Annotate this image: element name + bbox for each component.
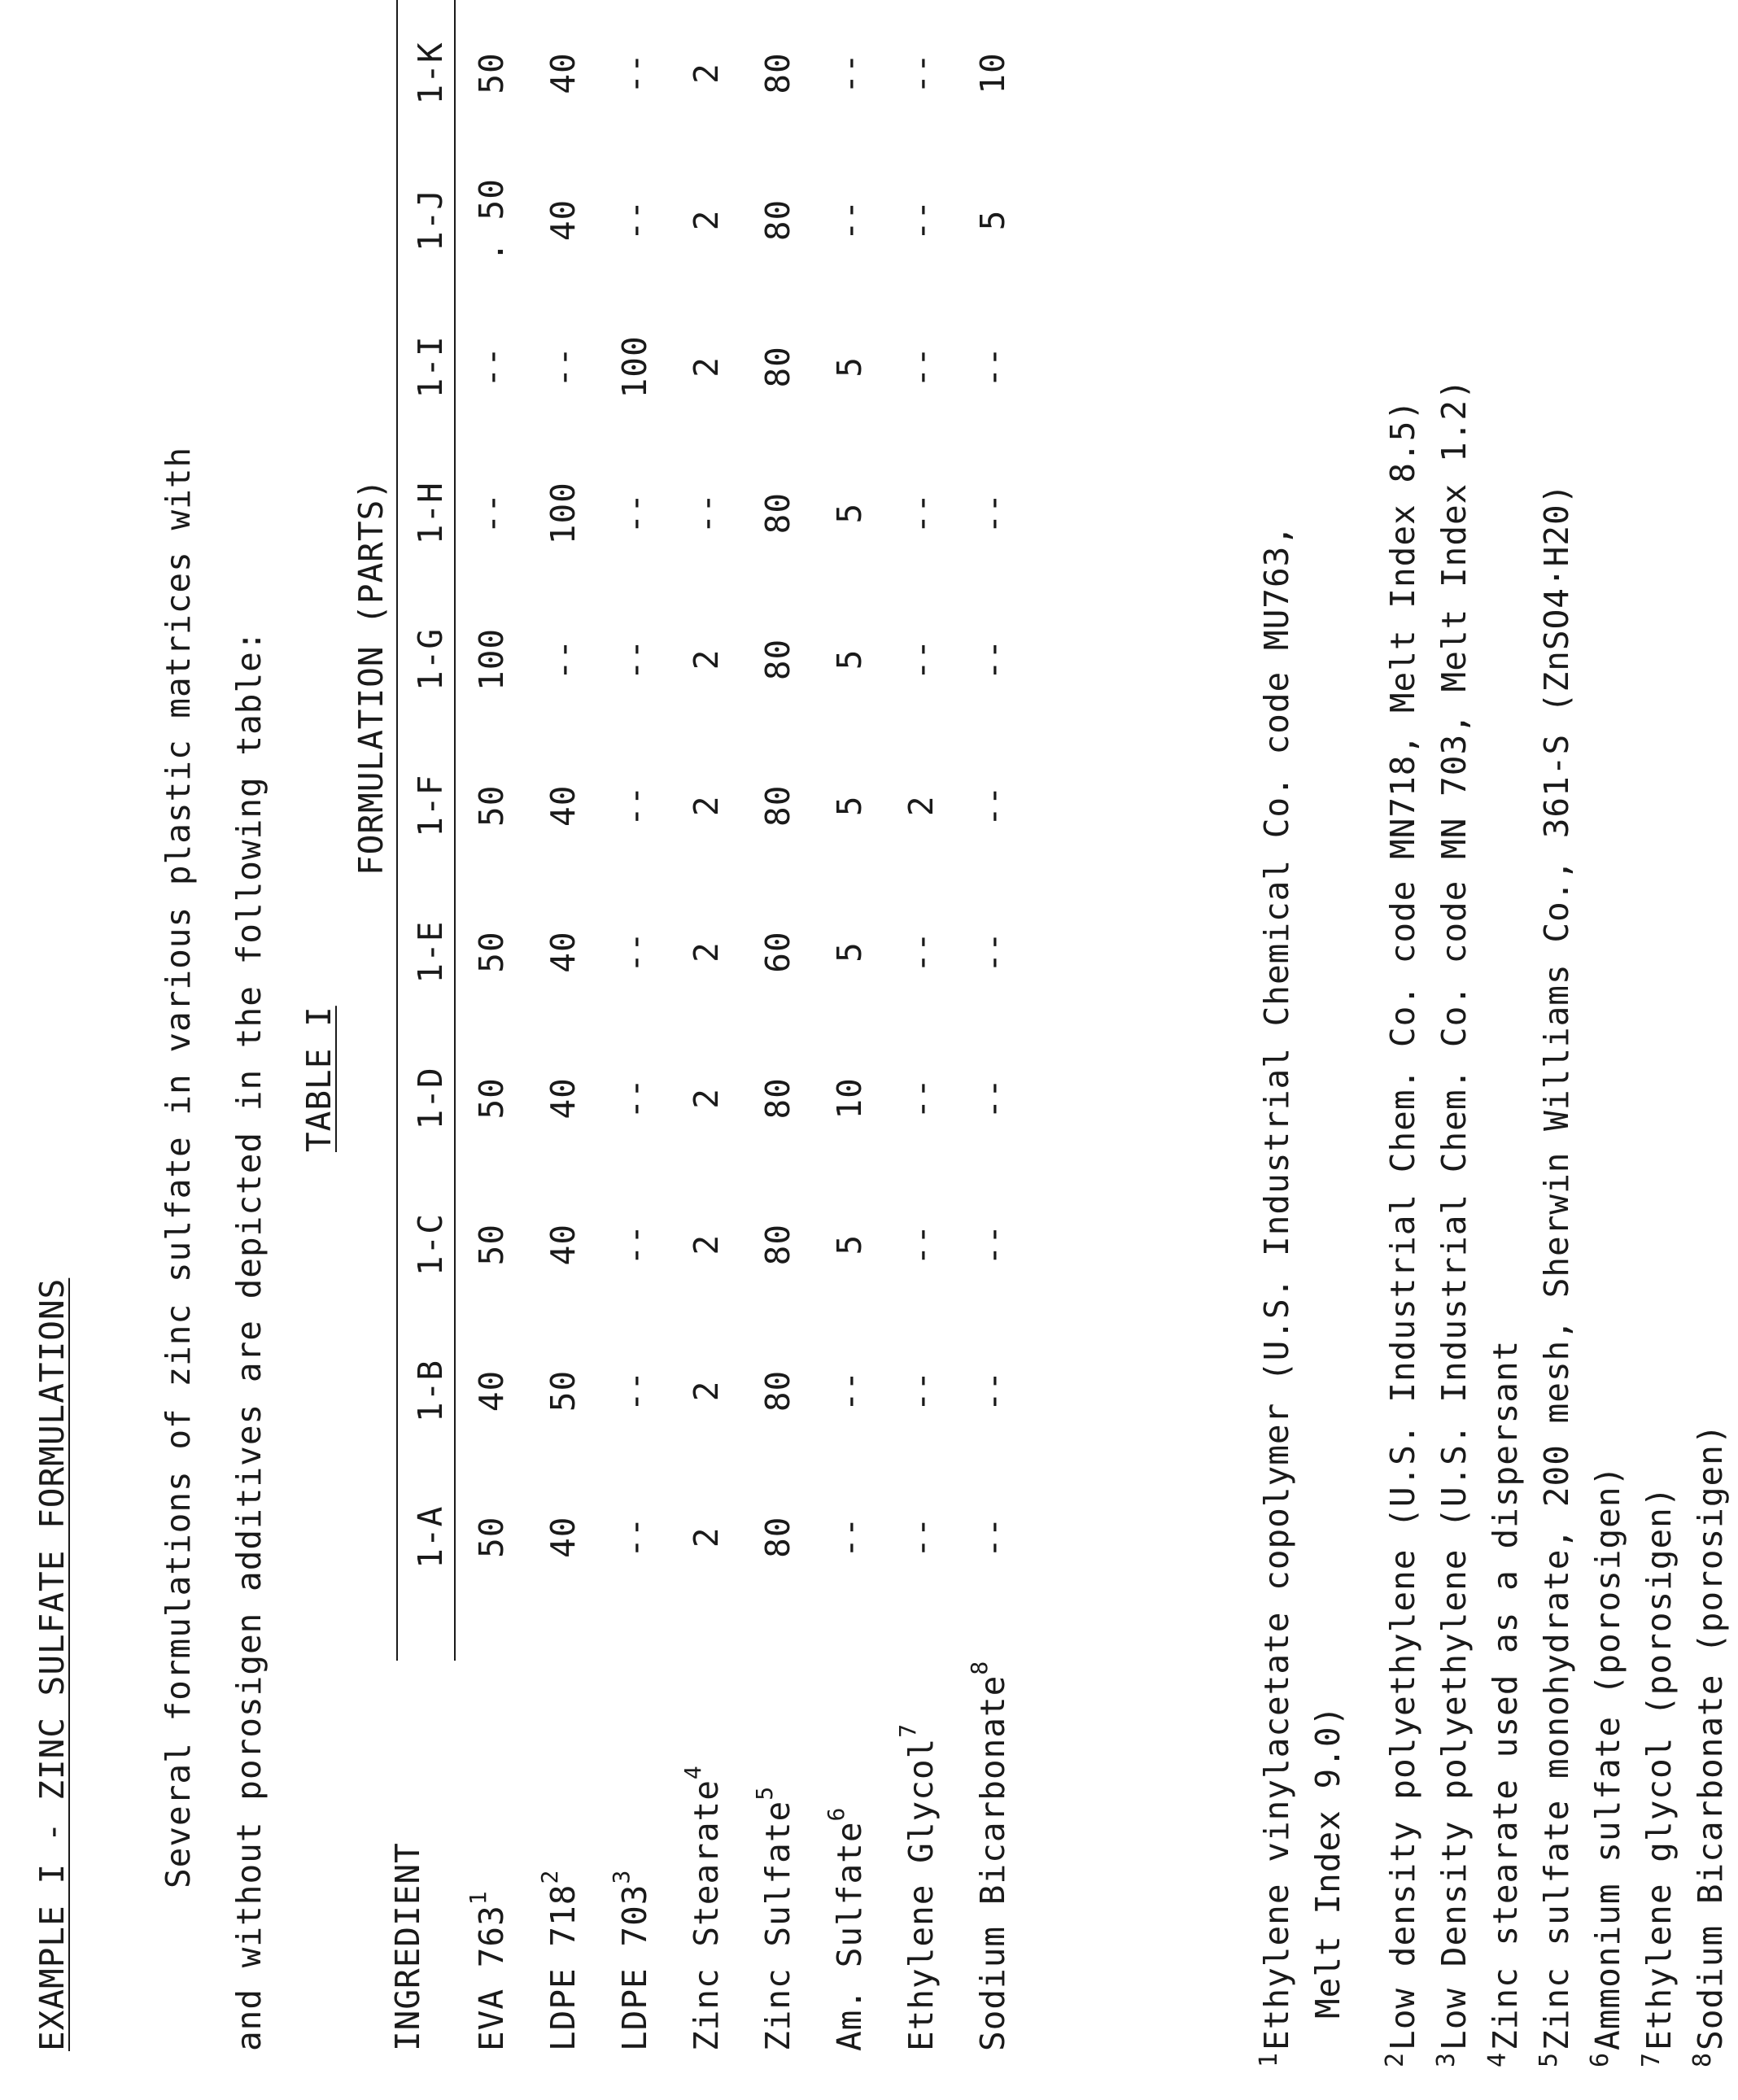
value-cell: -- [973,1223,1012,1266]
value-cell: 50 [472,1077,511,1120]
value-cell: 80 [758,346,797,388]
value-cell: -- [973,638,1012,681]
table-row [599,0,670,2067]
value-cell: 5 [973,209,1012,231]
column-header: 1-G [411,627,450,691]
footnote-marker: 5 [751,1785,779,1801]
value-cell: -- [615,52,654,94]
column-header: 1-K [411,41,450,105]
footnote-number: 7 [1637,2051,1666,2067]
value-cell: 2 [687,648,726,670]
column-header: 1-D [411,1067,450,1130]
value-cell: -- [472,346,511,388]
value-cell: 50 [472,1516,511,1558]
footnote-number: 5 [1535,2051,1563,2067]
footnote-marker: 4 [679,1765,707,1780]
ingredient-name: Ethylene Glycol [902,1737,941,2051]
value-cell: -- [830,199,869,242]
value-cell: 2 [687,1526,726,1548]
ingredient-name: Zinc Stearate [687,1779,726,2051]
value-cell: -- [830,1369,869,1412]
footnote-continuation: Melt Index 9.0) [1308,1705,1347,2019]
value-cell: 80 [758,1516,797,1558]
value-cell: 40 [544,52,583,94]
footnote-number: 3 [1432,2051,1461,2067]
value-cell: 80 [758,638,797,681]
footnote-text: Low Density polyethylene (U.S. Industrial Chem. Co. code MN 703, Melt Index 1.2) [1435,378,1474,2050]
value-cell: -- [973,491,1012,535]
value-cell: -- [615,199,654,242]
value-cell: -- [973,784,1012,827]
column-header: 1-A [411,1505,450,1569]
footnote [1482,378,1533,2067]
footnote-number: 6 [1586,2051,1614,2067]
footnote-marker: 6 [823,1806,850,1822]
value-cell: 40 [472,1369,511,1412]
value-cell: 40 [544,199,583,242]
table-row [814,0,885,2067]
value-cell: 40 [544,1077,583,1120]
value-cell: 2 [687,795,726,817]
ingredient-name-cell [885,1610,957,2067]
footnote [1635,378,1687,2067]
footnote [1379,378,1430,2067]
value-cell: 80 [758,491,797,535]
value-cell: 5 [830,795,869,817]
value-cell: -- [902,199,941,242]
ingredient-name-cell [456,1610,527,2067]
value-cell: 100 [472,627,511,691]
value-cell: 2 [687,63,726,84]
value-cell: -- [615,1516,654,1558]
footnote-text: Ethylene glycol (porosigen) [1640,1486,1679,2050]
value-cell: -- [615,784,654,827]
column-header: 1-J [411,188,450,251]
footnote-marker: 2 [536,1869,564,1884]
column-header: 1-E [411,920,450,984]
value-cell: 2 [687,1233,726,1255]
ingredient-name: LDPE 703 [615,1884,654,2051]
ingredient-name-cell [670,1610,742,2067]
value-cell: -- [973,1077,1012,1120]
value-cell: 2 [902,795,941,817]
footnotes [1253,378,1738,2067]
ingredient-name: EVA 763 [472,1905,511,2051]
value-cell: 5 [830,502,869,524]
column-header: 1-C [411,1213,450,1277]
footnote [1430,378,1482,2067]
value-cell: -- [973,931,1012,973]
footnote-text: Ethylene vinylacetate copolymer (U.S. Industrial Chemical Co. code MU763, [1257,524,1296,2050]
footnote-number: 1 [1255,2051,1283,2067]
value-cell: -- [902,346,941,388]
table-row [885,0,957,2067]
value-cell: 50 [472,931,511,973]
value-cell: -- [902,638,941,681]
footnote-number: 8 [1688,2051,1717,2067]
column-header: 1-H [411,482,450,545]
table-row [957,0,1028,2067]
value-cell: 100 [544,482,583,545]
value-cell: -- [615,1223,654,1266]
table-row [456,0,527,2067]
footnote-text: Sodium Bicarbonate (porosigen) [1691,1423,1730,2050]
value-cell: . 50 [472,178,511,262]
value-cell: -- [902,1077,941,1120]
value-cell: -- [615,491,654,535]
value-cell: -- [902,1369,941,1412]
table-row [527,0,599,2067]
value-cell: 10 [973,52,1012,94]
column-header: 1-F [411,774,450,837]
value-cell: 2 [687,209,726,231]
value-cell: 60 [758,931,797,973]
value-cell: -- [973,346,1012,388]
ingredient-name-cell [957,1610,1028,2067]
table-row [670,0,742,2067]
footnote-number: 2 [1381,2051,1409,2067]
value-cell: -- [973,1516,1012,1558]
value-cell: 80 [758,1223,797,1266]
formulation-group-header: FORMULATION (PARTS) [352,478,391,875]
footnote [1533,378,1584,2067]
footnote-number: 4 [1483,2051,1512,2067]
value-cell: -- [902,1516,941,1558]
value-cell: 80 [758,52,797,94]
footnote [1584,378,1635,2067]
group-header-rule [396,0,398,1661]
formulation-table [405,0,1028,2067]
footnote [1253,378,1304,2067]
value-cell: 40 [544,931,583,973]
value-cell: 5 [830,1233,869,1255]
value-cell: 2 [687,941,726,963]
ingredient-column-header: INGREDIENT [388,1842,427,2051]
value-cell: -- [830,52,869,94]
column-header: 1-B [411,1359,450,1422]
value-cell: -- [615,638,654,681]
intro-paragraph-line-1: Several formulations of zinc sulfate in various plastic matrices with [159,446,198,1888]
value-cell: 2 [687,356,726,378]
footnote-text: Zinc stearate used as a dispersant [1486,1339,1525,2050]
ingredient-name: LDPE 718 [544,1884,583,2051]
footnote-text: Zinc sulfate monohydrate, 200 mesh, Sherwin Williams Co., 361-S (ZnSO4·H20) [1537,482,1576,2050]
column-header: 1-I [411,335,450,399]
value-cell: -- [902,1223,941,1266]
ingredient-header-spacer [405,1610,456,2067]
value-cell: -- [902,931,941,973]
value-cell: 5 [830,648,869,670]
value-cell: 100 [615,335,654,399]
value-cell: 2 [687,1088,726,1109]
value-cell: 40 [544,1223,583,1266]
value-cell: -- [687,491,726,535]
value-cell: 40 [544,784,583,827]
footnote [1687,378,1738,2067]
footnote-marker: 1 [465,1890,492,1906]
value-cell: -- [544,346,583,388]
value-cell: 80 [758,1077,797,1120]
value-cell: -- [544,638,583,681]
footnote-marker: 7 [894,1722,922,1738]
ingredient-name: Zinc Sulfate [758,1800,797,2051]
value-cell: 50 [544,1369,583,1412]
footnote-marker: 8 [966,1660,993,1675]
value-cell: 2 [687,1380,726,1402]
value-cell: 80 [758,1369,797,1412]
ingredient-name-cell [814,1610,885,2067]
table-header-row [405,0,456,2067]
value-cell: -- [902,52,941,94]
value-cell: 5 [830,941,869,963]
value-cell: 50 [472,1223,511,1266]
intro-paragraph-line-2: and without porosigen additives are depicted in the following table: [229,630,269,2051]
ingredient-name: Sodium Bicarbonate [973,1674,1012,2051]
ingredient-name: Am. Sulfate [830,1821,869,2051]
value-cell: -- [902,491,941,535]
value-cell: 50 [472,784,511,827]
footnote-text: Low density polyethylene (U.S. Industrial Chem. Co. code MN718, Melt Index 8.5) [1383,399,1422,2050]
footnote-marker: 3 [608,1869,635,1884]
page-title: EXAMPLE I - ZINC SULFATE FORMULATIONS [33,1277,72,2051]
value-cell: 40 [544,1516,583,1558]
value-cell: -- [472,491,511,535]
value-cell: 50 [472,52,511,94]
table-body [456,0,1028,2067]
ingredient-name-cell [527,1610,599,2067]
value-cell: -- [615,1077,654,1120]
value-cell: -- [830,1516,869,1558]
ingredient-name-cell [599,1610,670,2067]
value-cell: 5 [830,356,869,378]
table-row [742,0,814,2067]
footnote-text: Ammonium sulfate (porosigen) [1588,1465,1627,2050]
table-caption: TABLE I [299,1006,338,1152]
ingredient-name-cell [742,1610,814,2067]
value-cell: -- [615,931,654,973]
value-cell: 80 [758,199,797,242]
value-cell: -- [615,1369,654,1412]
value-cell: -- [973,1369,1012,1412]
value-cell: 10 [830,1077,869,1120]
value-cell: 80 [758,784,797,827]
